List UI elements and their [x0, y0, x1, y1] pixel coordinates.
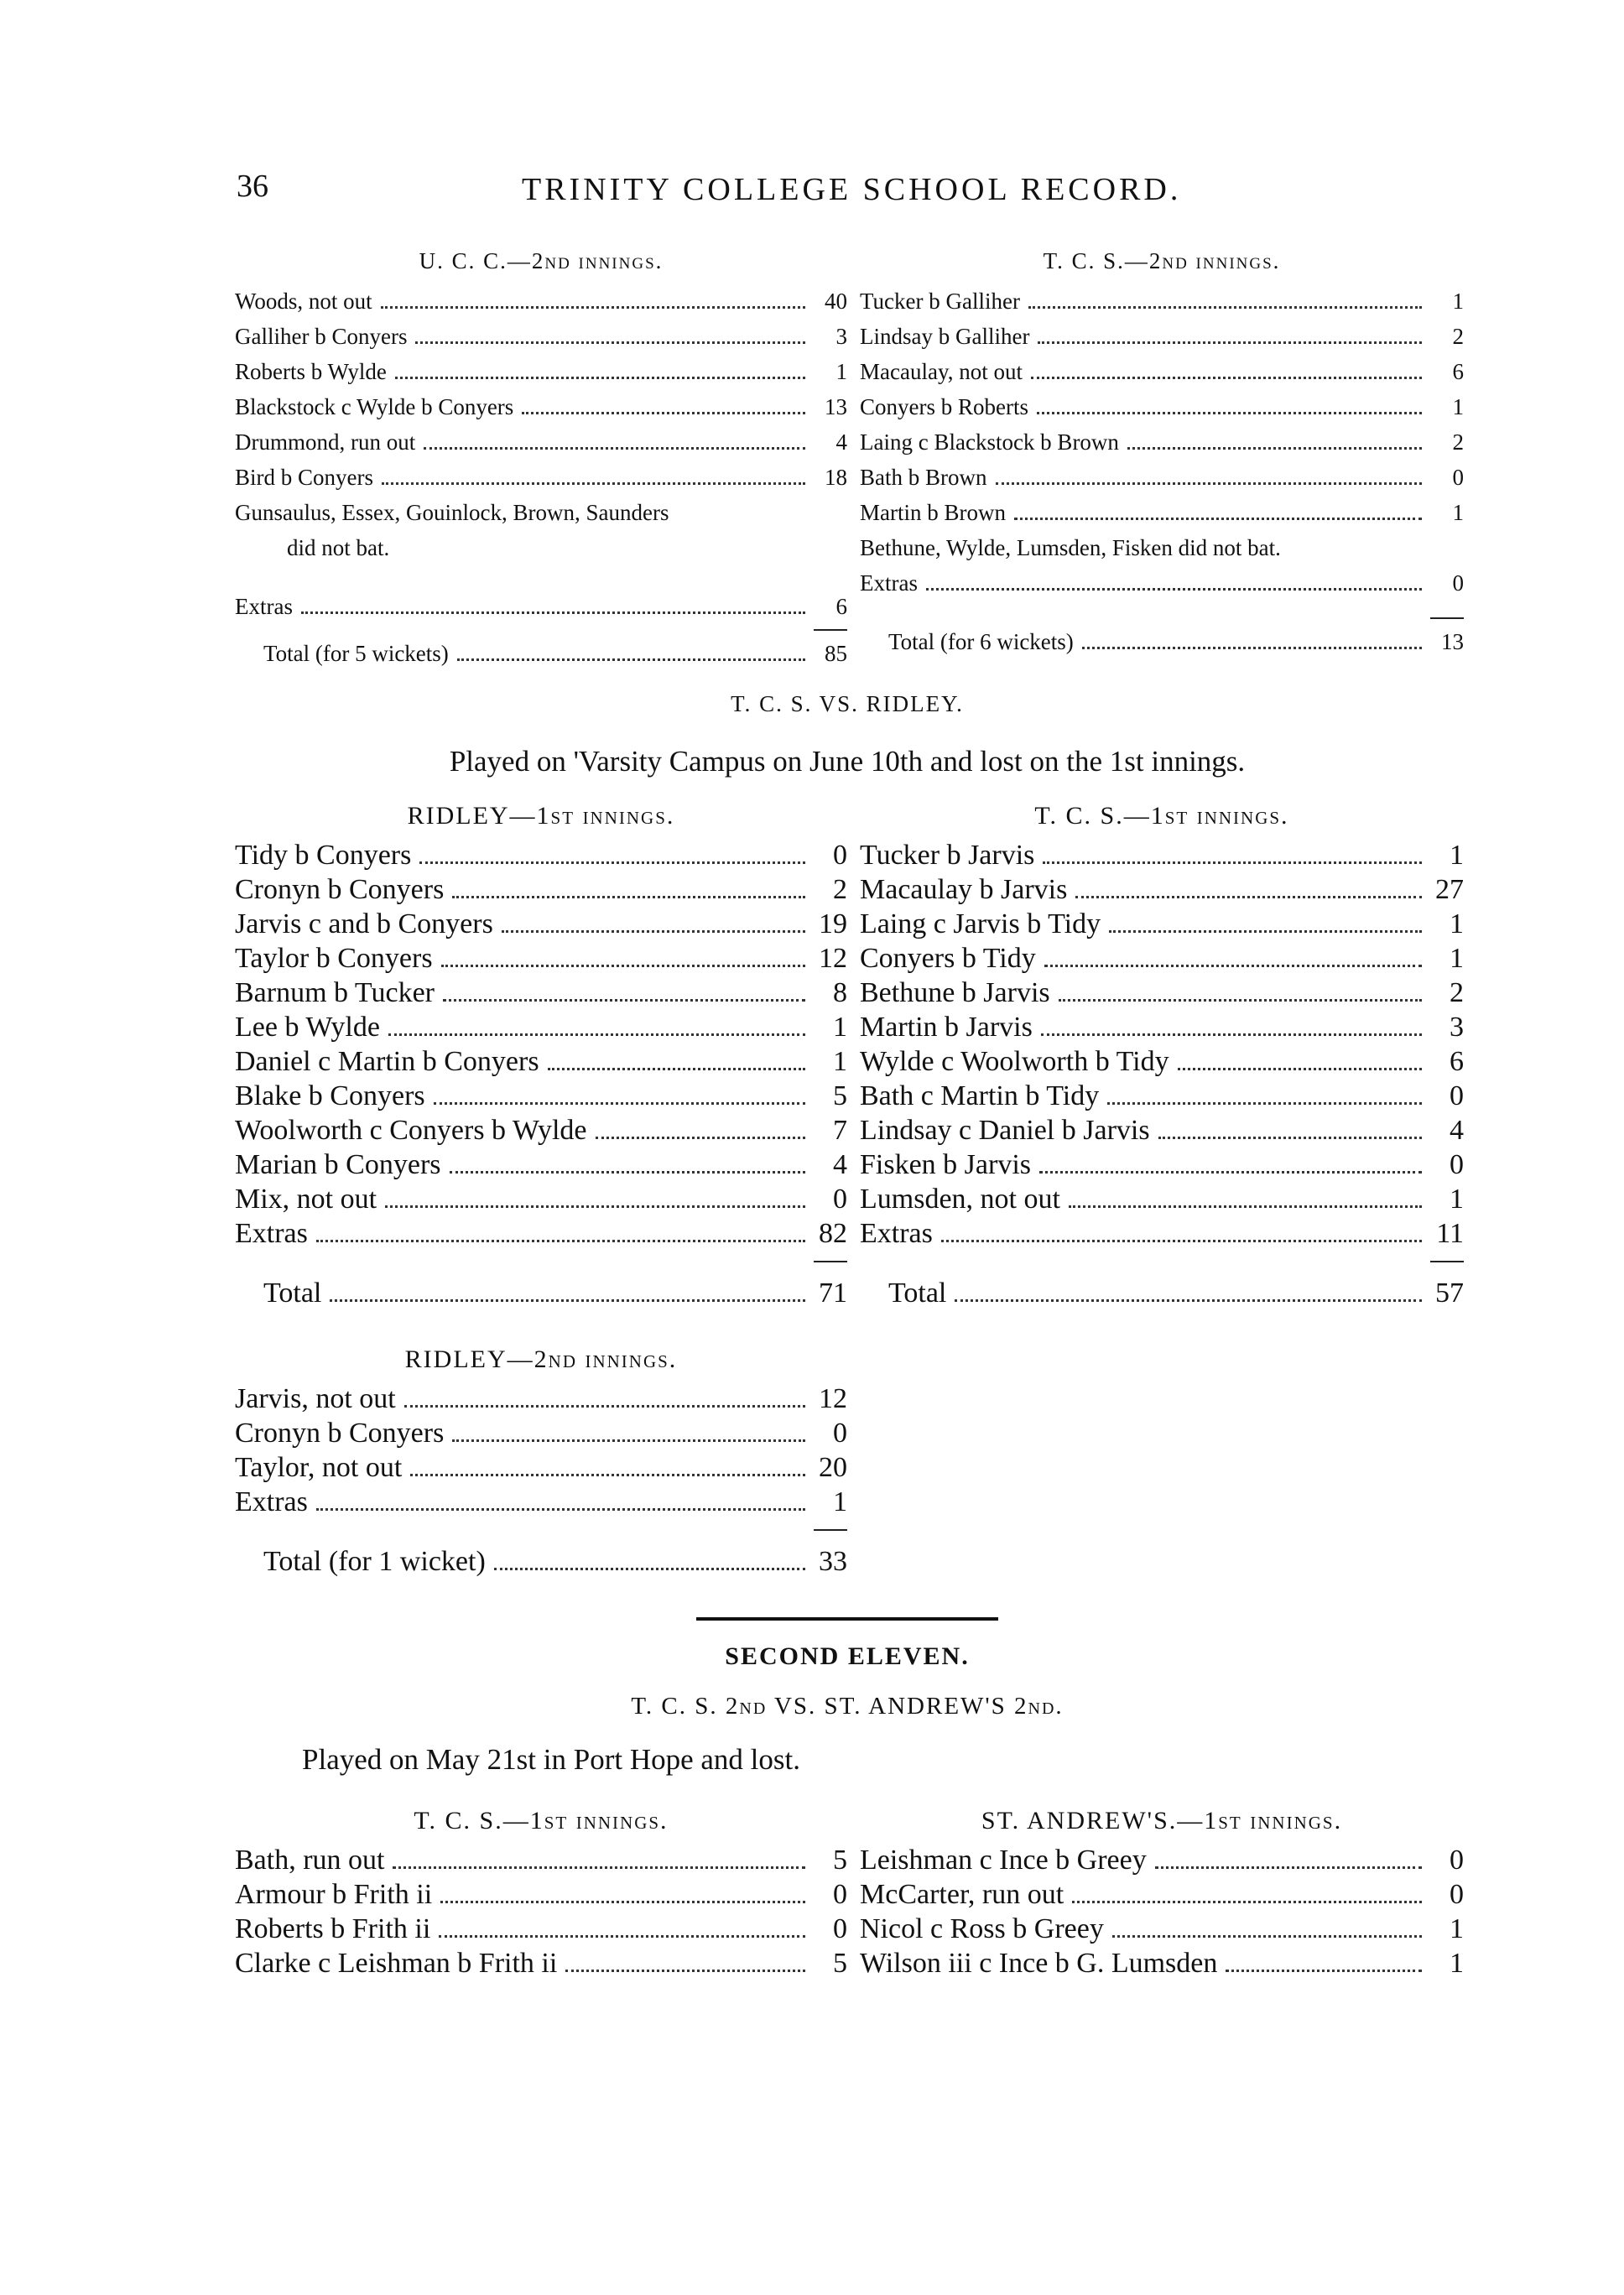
did-not-bat: Bethune, Wylde, Lumsden, Fisken did not bat.	[860, 535, 1281, 560]
total-rule	[235, 1256, 847, 1267]
leader-dots	[1127, 447, 1422, 450]
total-row: Total (for 6 wickets) 13	[888, 629, 1464, 654]
leader-dots	[1038, 341, 1422, 344]
batting-row	[235, 1877, 847, 1912]
runs-value: 4	[1450, 1115, 1464, 1146]
batsman-entry: Drummond, run out	[235, 429, 416, 455]
batting-row	[860, 1148, 1464, 1182]
runs-value: 1	[1450, 1184, 1464, 1215]
batting-row	[235, 1485, 847, 1519]
batsman-entry: Conyers b Tidy	[860, 943, 1036, 974]
leader-dots	[941, 1240, 1422, 1242]
leader-dots	[1107, 1102, 1422, 1105]
batting-row	[235, 1079, 847, 1113]
batting-row	[235, 460, 847, 495]
ridley-1st-innings	[235, 799, 847, 1310]
runs-value: 7	[833, 1115, 847, 1146]
leader-dots	[441, 965, 805, 967]
runs-value: 11	[1436, 1218, 1464, 1249]
leader-dots	[548, 1068, 805, 1070]
total-rule	[860, 612, 1464, 624]
section-title: SECOND ELEVEN.	[725, 1642, 970, 1670]
total-rule	[860, 1256, 1464, 1267]
batsman-entry: Jarvis, not out	[235, 1383, 396, 1414]
batsman-entry: Clarke c Leishman b Frith ii	[235, 1948, 558, 1979]
total-row: Total (for 5 wickets) 85	[263, 641, 847, 666]
batting-row	[235, 1946, 847, 1980]
batting-row	[235, 1216, 847, 1251]
batting-row	[860, 460, 1464, 495]
runs-value: 82	[819, 1218, 847, 1249]
runs-value: 19	[819, 908, 847, 939]
runs-value: 2	[1450, 977, 1464, 1008]
leader-dots	[316, 1508, 805, 1511]
batsman-entry: Wylde c Woolworth b Tidy	[860, 1046, 1169, 1077]
runs-value: 1	[1450, 840, 1464, 871]
batsman-entry: Armour b Frith ii	[235, 1879, 433, 1910]
batting-row	[860, 1216, 1464, 1251]
leader-dots	[1075, 896, 1422, 898]
runs-value: 2	[1452, 324, 1464, 349]
batting-row	[235, 1416, 847, 1450]
runs-value: 2	[1452, 429, 1464, 455]
runs-value: 6	[1450, 1046, 1464, 1077]
batsman-entry: Martin b Brown	[860, 500, 1006, 525]
batting-row	[235, 1843, 847, 1877]
batsman-entry: Macaulay b Jarvis	[860, 874, 1068, 905]
runs-value: 0	[1450, 1080, 1464, 1111]
batting-row	[860, 1044, 1464, 1079]
batsman-entry: Lindsay c Daniel b Jarvis	[860, 1115, 1150, 1146]
innings-heading: RIDLEY—2nd innings.	[404, 1345, 678, 1373]
innings-heading: T. C. S.—1st innings.	[1034, 802, 1289, 830]
batsman-entry: Lumsden, not out	[860, 1184, 1060, 1215]
batting-row	[860, 1182, 1464, 1216]
leader-dots	[1039, 1171, 1422, 1174]
section-divider	[696, 1617, 998, 1621]
tcs-2nd-innings	[860, 243, 1464, 659]
batsman-entry: Conyers b Roberts	[860, 394, 1028, 419]
batsman-entry: Roberts b Wylde	[235, 359, 387, 384]
leader-dots	[404, 1405, 805, 1408]
total-rule	[235, 624, 847, 636]
innings-heading: T. C. S.—2nd innings.	[1043, 248, 1281, 273]
innings-heading: RIDLEY—1st innings.	[407, 802, 675, 830]
leader-dots	[1031, 377, 1422, 379]
batsman-entry: Bird b Conyers	[235, 465, 373, 490]
leader-dots	[410, 1474, 805, 1476]
batting-row	[235, 1113, 847, 1148]
tcs2-1st-innings	[235, 1803, 847, 1980]
runs-value: 1	[1450, 1913, 1464, 1944]
batsman-entry: Laing c Blackstock b Brown	[860, 429, 1119, 455]
leader-dots	[1044, 965, 1422, 967]
runs-value: 0	[833, 1418, 847, 1449]
runs-value: 0	[1452, 465, 1464, 490]
batsman-entry: Mix, not out	[235, 1184, 377, 1215]
batsman-entry: Barnum b Tucker	[235, 977, 435, 1008]
runs-value: 1	[833, 1046, 847, 1077]
page-number: 36	[237, 169, 268, 204]
batting-row	[235, 1912, 847, 1946]
leader-dots	[439, 1935, 805, 1938]
runs-value: 4	[833, 1149, 847, 1180]
runs-value: 1	[1452, 289, 1464, 314]
batting-row	[860, 872, 1464, 907]
runs-value: 1	[1450, 1948, 1464, 1979]
leader-dots	[565, 1970, 805, 1972]
leader-dots	[996, 482, 1423, 485]
match-subtitle: Played on 'Varsity Campus on June 10th and lost on the 1st innings.	[449, 745, 1246, 778]
batsman-entry: Marian b Conyers	[235, 1149, 441, 1180]
total-row: Total 57	[888, 1278, 1464, 1309]
did-not-bat-cont: did not bat.	[287, 535, 390, 560]
total-rule	[235, 1524, 847, 1536]
leader-dots	[522, 412, 805, 414]
runs-value: 12	[819, 1383, 847, 1414]
runs-value: 1	[835, 359, 847, 384]
batsman-entry: Extras	[235, 1218, 308, 1249]
runs-value: 1	[1450, 943, 1464, 974]
total-row: Total 71	[263, 1278, 847, 1309]
batting-row	[860, 838, 1464, 872]
batsman-entry: Fisken b Jarvis	[860, 1149, 1031, 1180]
page-header	[237, 168, 1478, 218]
leader-dots	[1043, 861, 1422, 864]
batsman-entry: Tucker b Galliher	[860, 289, 1020, 314]
runs-value: 5	[833, 1080, 847, 1111]
batting-row	[235, 319, 847, 354]
batting-row	[860, 389, 1464, 424]
batsman-entry: Galliher b Conyers	[235, 324, 408, 349]
running-title: TRINITY COLLEGE SCHOOL RECORD.	[522, 172, 1182, 207]
innings-heading: U. C. C.—2nd innings.	[419, 248, 664, 273]
extras-row: Extras 6	[235, 594, 847, 619]
runs-value: 20	[819, 1452, 847, 1483]
leader-dots	[382, 482, 805, 485]
leader-dots	[434, 1102, 805, 1105]
batsman-entry: Daniel c Martin b Conyers	[235, 1046, 539, 1077]
runs-value: 4	[835, 429, 847, 455]
runs-value: 0	[1450, 1879, 1464, 1910]
batsman-entry: Martin b Jarvis	[860, 1012, 1033, 1043]
batting-row	[860, 976, 1464, 1010]
batsman-entry: Cronyn b Conyers	[235, 874, 445, 905]
batsman-entry: Roberts b Frith ii	[235, 1913, 431, 1944]
batting-row	[860, 1877, 1464, 1912]
batting-row	[860, 907, 1464, 941]
leader-dots	[1041, 1033, 1422, 1036]
leader-dots	[385, 1205, 805, 1208]
batting-row	[860, 284, 1464, 319]
runs-value: 0	[833, 1913, 847, 1944]
batsman-entry: Woolworth c Conyers b Wylde	[235, 1115, 587, 1146]
batting-row	[860, 941, 1464, 976]
batsman-entry: Jarvis c and b Conyers	[235, 908, 493, 939]
leader-dots	[1069, 1205, 1422, 1208]
leader-dots	[596, 1137, 805, 1139]
batting-row	[235, 1148, 847, 1182]
leader-dots	[1155, 1866, 1422, 1869]
runs-value: 5	[833, 1845, 847, 1876]
leader-dots	[452, 1439, 805, 1442]
batting-row	[860, 424, 1464, 460]
runs-value: 40	[825, 289, 847, 314]
leader-dots	[502, 930, 805, 933]
leader-dots	[393, 1866, 805, 1869]
runs-value: 8	[833, 977, 847, 1008]
batting-row	[860, 1912, 1464, 1946]
runs-value: 1	[833, 1012, 847, 1043]
leader-dots	[424, 447, 805, 450]
runs-value: 1	[1450, 908, 1464, 939]
leader-dots	[381, 306, 805, 309]
batting-row	[860, 1843, 1464, 1877]
batsman-entry: Bath b Brown	[860, 465, 987, 490]
ridley-2nd-innings	[235, 1342, 847, 1579]
batsman-entry: Blackstock c Wylde b Conyers	[235, 394, 514, 419]
standrews-1st-innings	[860, 1803, 1464, 1980]
leader-dots	[443, 999, 805, 1002]
tcs-1st-innings	[860, 799, 1464, 1310]
leader-dots	[1178, 1068, 1422, 1070]
batsman-entry: Extras	[235, 1486, 308, 1517]
batting-row	[860, 1113, 1464, 1148]
leader-dots	[1112, 1935, 1422, 1938]
leader-dots	[1226, 1970, 1422, 1972]
batting-row	[860, 495, 1464, 530]
leader-dots	[452, 896, 805, 898]
runs-value: 1	[1452, 500, 1464, 525]
runs-value: 0	[833, 1184, 847, 1215]
leader-dots	[1072, 1901, 1422, 1903]
runs-value: 2	[833, 874, 847, 905]
batting-row	[235, 976, 847, 1010]
batsman-entry: Taylor, not out	[235, 1452, 403, 1483]
runs-value: 13	[825, 394, 847, 419]
leader-dots	[440, 1901, 805, 1903]
batsman-entry: Blake b Conyers	[235, 1080, 425, 1111]
innings-heading: ST. ANDREW'S.—1st innings.	[981, 1807, 1343, 1834]
extras-row: Extras 0	[860, 570, 1464, 596]
runs-value: 27	[1435, 874, 1464, 905]
batting-row	[235, 1010, 847, 1044]
batting-row	[235, 941, 847, 976]
batsman-entry: Cronyn b Conyers	[235, 1418, 445, 1449]
leader-dots	[1158, 1137, 1422, 1139]
leader-dots	[316, 1240, 805, 1242]
match-subtitle: Played on May 21st in Port Hope and lost.	[302, 1743, 800, 1776]
batsman-entry: Tidy b Conyers	[235, 840, 412, 871]
leader-dots	[415, 341, 805, 344]
batting-row	[235, 1044, 847, 1079]
batsman-entry: Nicol c Ross b Greey	[860, 1913, 1104, 1944]
batsman-entry: Tucker b Jarvis	[860, 840, 1035, 871]
batsman-entry: Lee b Wylde	[235, 1012, 380, 1043]
runs-value: 6	[1452, 359, 1464, 384]
runs-value: 5	[833, 1948, 847, 1979]
batting-row	[235, 838, 847, 872]
runs-value: 18	[825, 465, 847, 490]
batting-row	[235, 389, 847, 424]
leader-dots	[388, 1033, 805, 1036]
batsman-entry: Extras	[860, 1218, 933, 1249]
runs-value: 0	[1450, 1149, 1464, 1180]
total-row: Total (for 1 wicket) 33	[263, 1546, 847, 1577]
batsman-entry: Leishman c Ince b Greey	[860, 1845, 1147, 1876]
runs-value: 0	[1450, 1845, 1464, 1876]
did-not-bat: Gunsaulus, Essex, Gouinlock, Brown, Saunders	[235, 500, 669, 525]
leader-dots	[450, 1171, 805, 1174]
batting-row	[860, 1946, 1464, 1980]
runs-value: 0	[833, 840, 847, 871]
batting-row	[860, 354, 1464, 389]
batsman-entry: Taylor b Conyers	[235, 943, 433, 974]
batsman-entry: Wilson iii c Ince b G. Lumsden	[860, 1948, 1218, 1979]
runs-value: 1	[1452, 394, 1464, 419]
leader-dots	[1014, 518, 1422, 520]
leader-dots	[1109, 930, 1422, 933]
leader-dots	[1037, 412, 1422, 414]
leader-dots	[1059, 999, 1422, 1002]
runs-value: 1	[833, 1486, 847, 1517]
batsman-entry: McCarter, run out	[860, 1879, 1064, 1910]
match-title: T. C. S. VS. RIDLEY.	[731, 691, 964, 716]
batting-row	[235, 424, 847, 460]
batting-row	[235, 907, 847, 941]
innings-heading: T. C. S.—1st innings.	[414, 1807, 669, 1834]
batsman-entry: Bath c Martin b Tidy	[860, 1080, 1100, 1111]
leader-dots	[419, 861, 805, 864]
batting-row	[860, 1010, 1464, 1044]
batting-row	[860, 1079, 1464, 1113]
batsman-entry: Laing c Jarvis b Tidy	[860, 908, 1101, 939]
batting-row	[235, 354, 847, 389]
batting-row	[235, 1382, 847, 1416]
batting-row	[235, 284, 847, 319]
batsman-entry: Lindsay b Galliher	[860, 324, 1030, 349]
leader-dots	[395, 377, 805, 379]
batting-row	[235, 872, 847, 907]
batsman-entry: Macaulay, not out	[860, 359, 1023, 384]
batting-row	[235, 1450, 847, 1485]
batsman-entry: Bethune b Jarvis	[860, 977, 1050, 1008]
runs-value: 3	[835, 324, 847, 349]
batsman-entry: Bath, run out	[235, 1845, 385, 1876]
runs-value: 12	[819, 943, 847, 974]
batting-row	[235, 1182, 847, 1216]
runs-value: 0	[833, 1879, 847, 1910]
ucc-2nd-innings	[235, 243, 847, 671]
leader-dots	[1028, 306, 1422, 309]
batting-row	[860, 319, 1464, 354]
batsman-entry: Woods, not out	[235, 289, 372, 314]
runs-value: 3	[1450, 1012, 1464, 1043]
match-title: T. C. S. 2nd VS. ST. ANDREW'S 2nd.	[631, 1693, 1064, 1720]
